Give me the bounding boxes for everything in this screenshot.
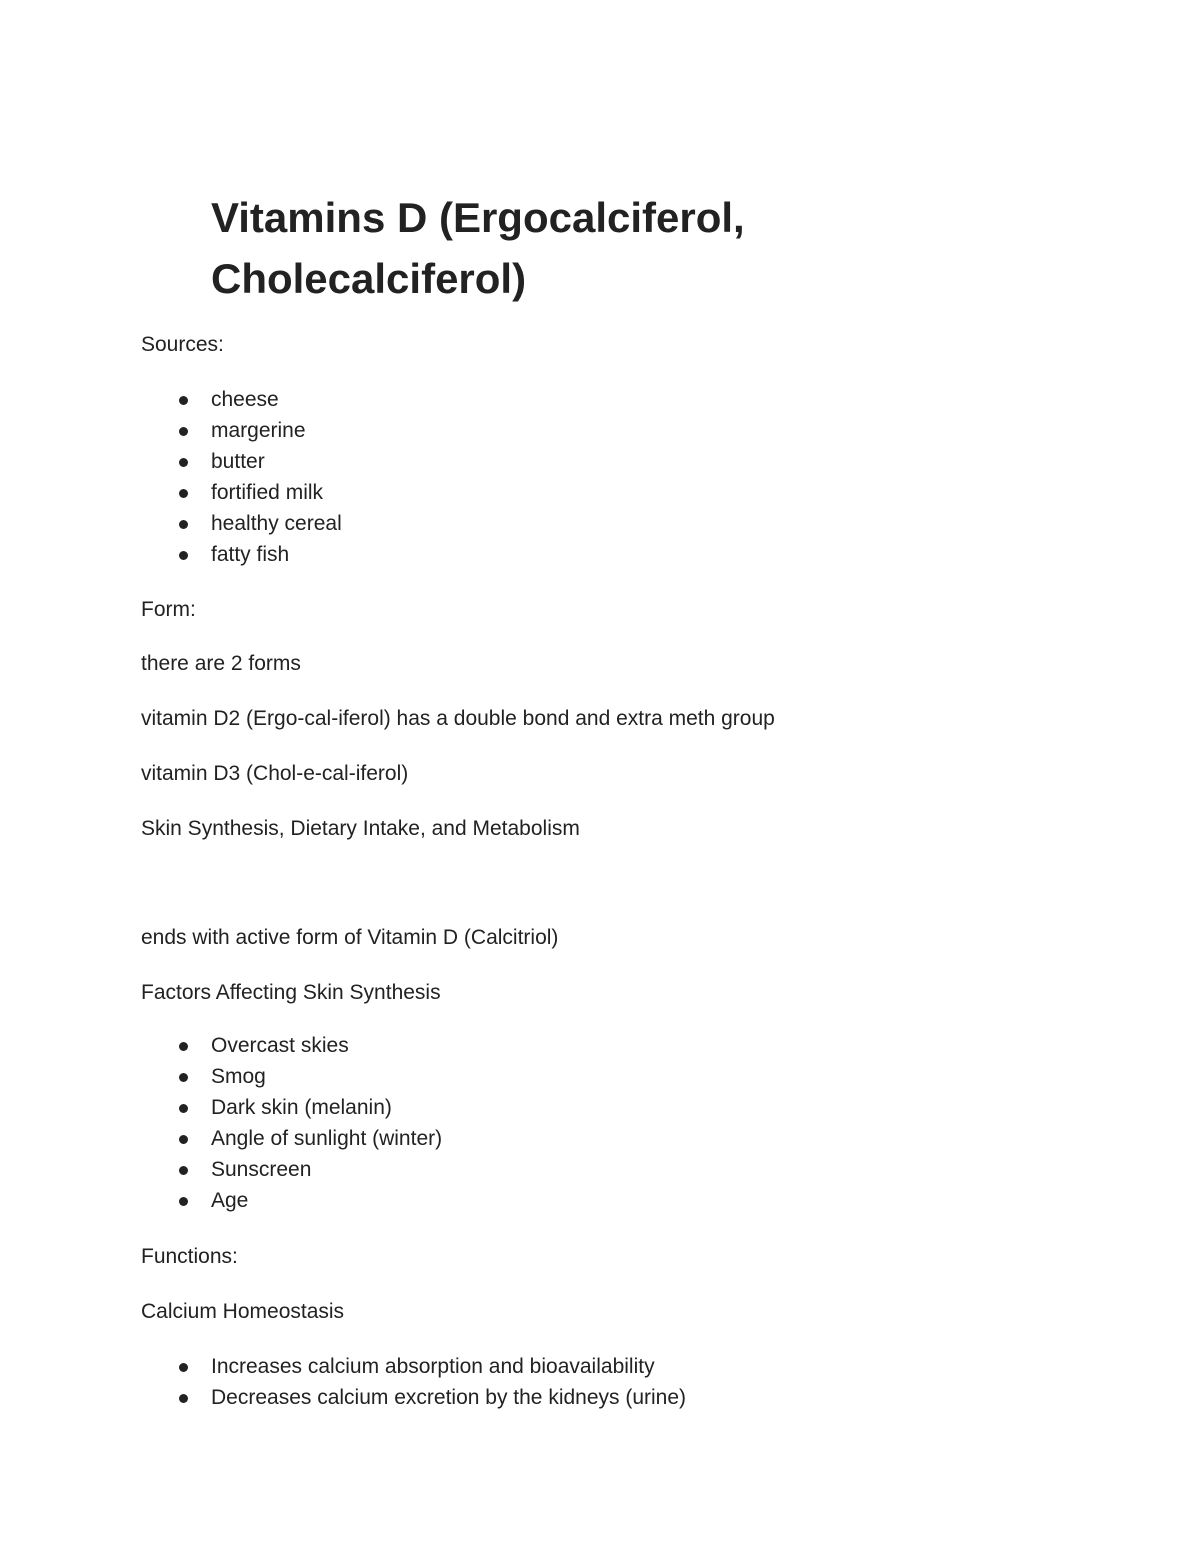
vitamin-d2-text: vitamin D2 (Ergo-cal-iferol) has a double bond and extra meth group <box>141 707 775 730</box>
bullet-icon <box>179 489 188 498</box>
form-label: Form: <box>141 598 196 621</box>
bullet-icon <box>179 1363 188 1372</box>
factors-heading: Factors Affecting Skin Synthesis <box>141 981 441 1004</box>
bullet-icon <box>179 1197 188 1206</box>
active-form-text: ends with active form of Vitamin D (Calcitriol) <box>141 926 559 949</box>
document-page: Vitamins D (Ergocalciferol, Cholecalciferol) Sources: cheese margerine butter fortified milk healthy cereal fatty fish Form: there are 2 forms vitamin D2 (Ergo-cal-iferol) has a double bond and extra meth group vitamin D3 (Chol-e-cal-iferol) Skin Synthesis, Dietary Intake, and Metabolism ends with active form of Vitamin D (Calcitriol) Factors Affecting Skin Synthesis Overcast skies Smog Dark skin (melanin) Angle of sunlight (winter) Sunscreen Age Functions: Calcium Homeostasis Increases calcium absorption and bioavailability Decreases calcium excretion by the kidneys (urine) <box>0 0 1200 1553</box>
bullet-icon <box>179 1135 188 1144</box>
bullet-icon <box>179 1166 188 1175</box>
forms-count-text: there are 2 forms <box>141 652 301 675</box>
skin-synthesis-heading: Skin Synthesis, Dietary Intake, and Metabolism <box>141 817 580 840</box>
functions-label: Functions: <box>141 1245 238 1268</box>
bullet-icon <box>179 427 188 436</box>
bullet-icon <box>179 1042 188 1051</box>
bullet-icon <box>179 396 188 405</box>
document-title: Vitamins D (Ergocalciferol, Cholecalciferol) <box>211 194 745 302</box>
bullet-icon <box>179 1104 188 1113</box>
bullet-icon <box>179 1394 188 1403</box>
bullet-icon <box>179 1073 188 1082</box>
sources-label: Sources: <box>141 333 224 356</box>
bullet-icon <box>179 458 188 467</box>
bullet-icon <box>179 520 188 529</box>
bullet-icon <box>179 551 188 560</box>
vitamin-d3-text: vitamin D3 (Chol-e-cal-iferol) <box>141 762 409 785</box>
calcium-homeostasis-heading: Calcium Homeostasis <box>141 1300 345 1323</box>
